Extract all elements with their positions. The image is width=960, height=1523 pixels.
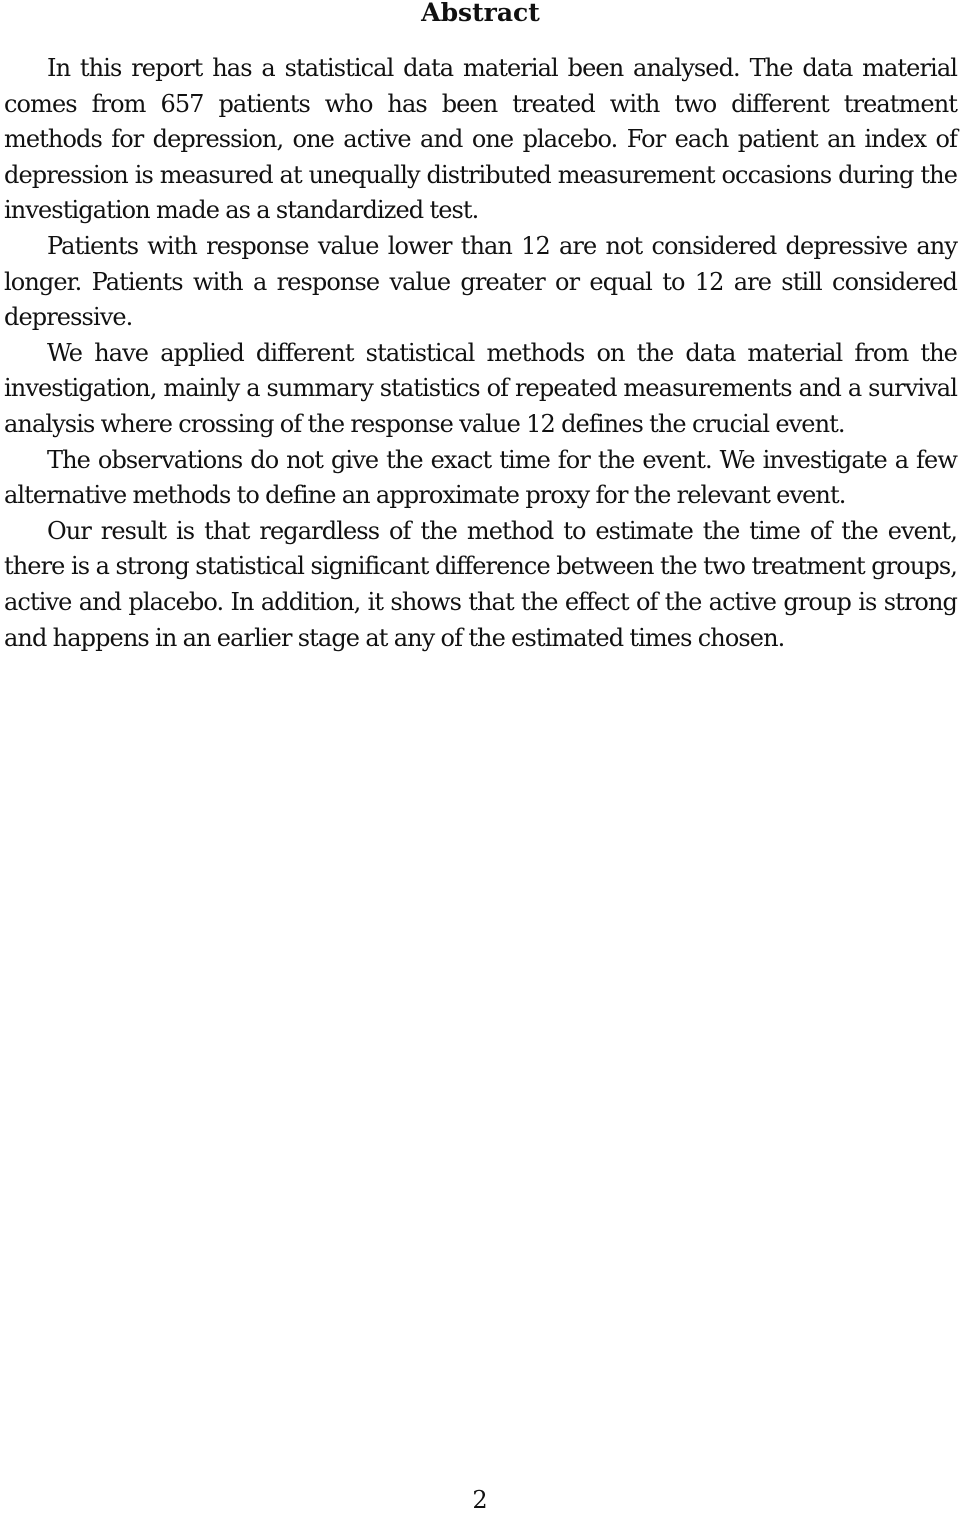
page-number: 2: [472, 1486, 488, 1514]
abstract-paragraph-1: In this report has a statistical data material been analysed. The data material comes from 657 patients who has been treated with two different treatment methods for depression, one active and one placebo. For each patient an index of depression is measured at unequally distributed measurement occasions during the investigation made as a standardized test.: [4, 54, 957, 225]
abstract-body: [4, 51, 957, 656]
abstract-paragraph-5: Our result is that regardless of the method to estimate the time of the event, there is a strong statistical significant difference between the two treatment groups, active and placebo. In addition, it shows that the effect of the active group is strong and happens in an earlier stage at any of the estimated times chosen.: [4, 516, 957, 652]
abstract-heading: Abstract: [421, 0, 540, 27]
abstract-paragraph-4: The observations do not give the exact time for the event. We investigate a few alternative methods to define an approximate proxy for the relevant event.: [4, 445, 957, 510]
abstract-paragraph-3: We have applied different statistical methods on the data material from the investigation, mainly a summary statistics of repeated measurements and a survival analysis where crossing of the response value 12 defines the crucial event.: [4, 338, 957, 438]
abstract-paragraph-2: Patients with response value lower than 12 are not considered depressive any longer. Patients with a response value greater or equal to 12 are still considered depressive.: [4, 231, 957, 332]
